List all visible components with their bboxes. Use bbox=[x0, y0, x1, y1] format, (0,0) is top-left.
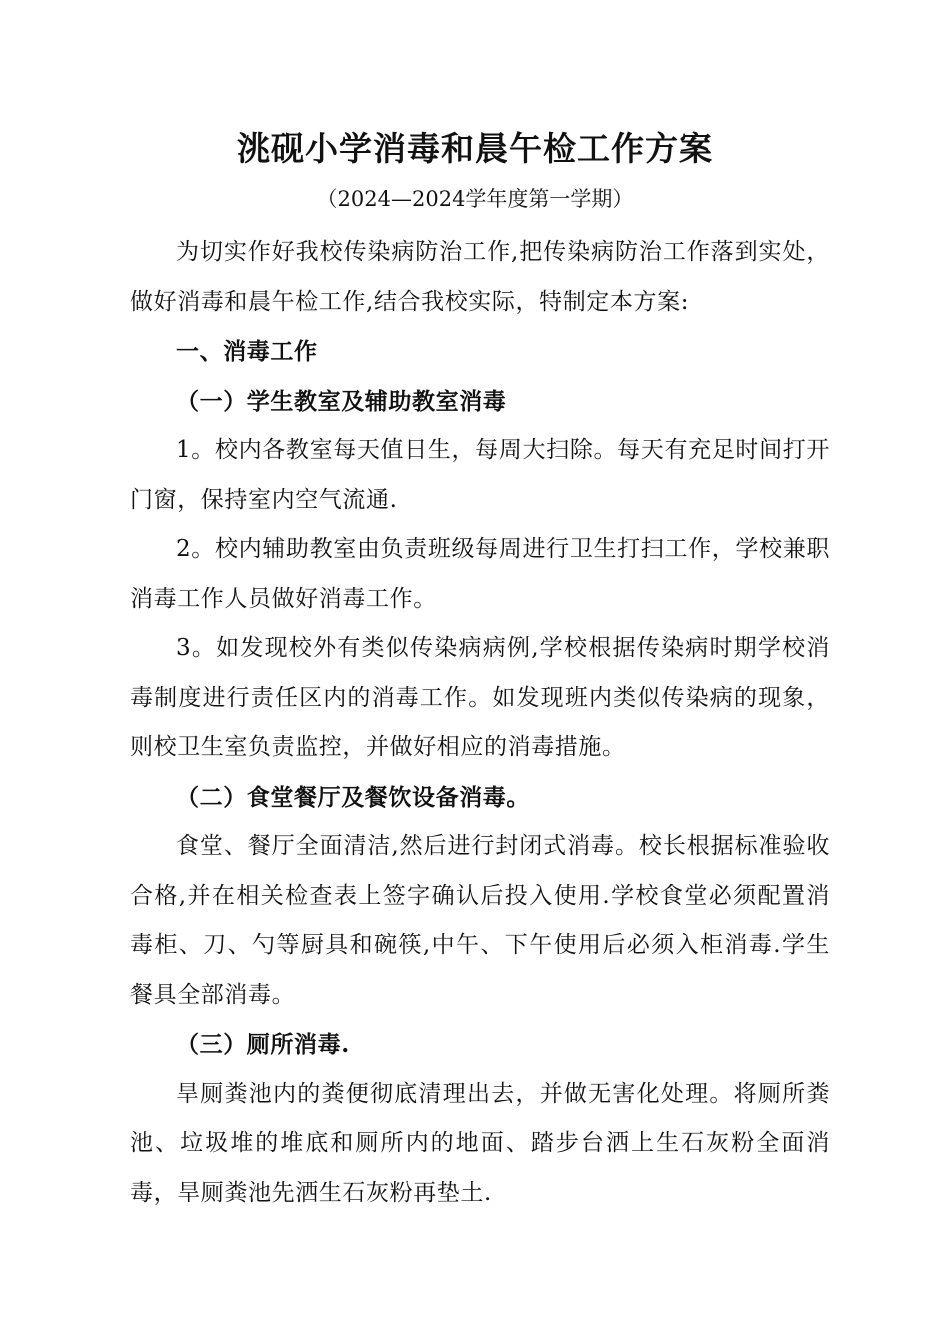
section-heading-disinfection: 一、消毒工作 bbox=[176, 338, 318, 365]
subsection-heading-classroom: （一）学生教室及辅助教室消毒 bbox=[176, 387, 507, 415]
document-subtitle: （2024—2024学年度第一学期） bbox=[316, 187, 634, 211]
list-item-3: 3。如发现校外有类似传染病病例,学校根据传染病时期学校消毒制度进行责任区内的消毒工作。如发现班内类似传染病的现象，则校卫生室负责监控，并做好相应的消毒措施。 bbox=[130, 635, 830, 760]
subsection-heading-canteen: （二）食堂餐厅及餐饮设备消毒。 bbox=[176, 783, 530, 811]
list-item-1: 1。校内各教室每天值日生，每周大扫除。每天有充足时间打开门窗，保持室内空气流通. bbox=[130, 437, 830, 513]
toilet-paragraph: 旱厕粪池内的粪便彻底清理出去，并做无害化处理。将厕所粪池、垃圾堆的堆底和厕所内的地面、踏步台洒上生石灰粉全面消毒，旱厕粪池先洒生石灰粉再垫土. bbox=[130, 1080, 830, 1206]
document-body bbox=[130, 228, 830, 1218]
intro-paragraph: 为切实作好我校传染病防治工作,把传染病防治工作落到实处，做好消毒和晨午检工作,结合我校实际，特制定本方案: bbox=[130, 239, 830, 315]
subsection-heading-toilet: （三）厕所消毒. bbox=[176, 1031, 350, 1058]
canteen-paragraph: 食堂、餐厅全面清洁,然后进行封闭式消毒。校长根据标准验收合格,并在相关检查表上签字确认后投入使用.学校食堂必须配置消毒柜、刀、勺等厨具和碗筷,中午、下午使用后必须入柜消毒.学生餐具全部消毒。 bbox=[130, 833, 830, 1008]
list-item-2: 2。校内辅助教室由负责班级每周进行卫生打扫工作，学校兼职消毒工作人员做好消毒工作。 bbox=[130, 536, 830, 612]
document-title: 洮砚小学消毒和晨午检工作方案 bbox=[237, 129, 713, 168]
